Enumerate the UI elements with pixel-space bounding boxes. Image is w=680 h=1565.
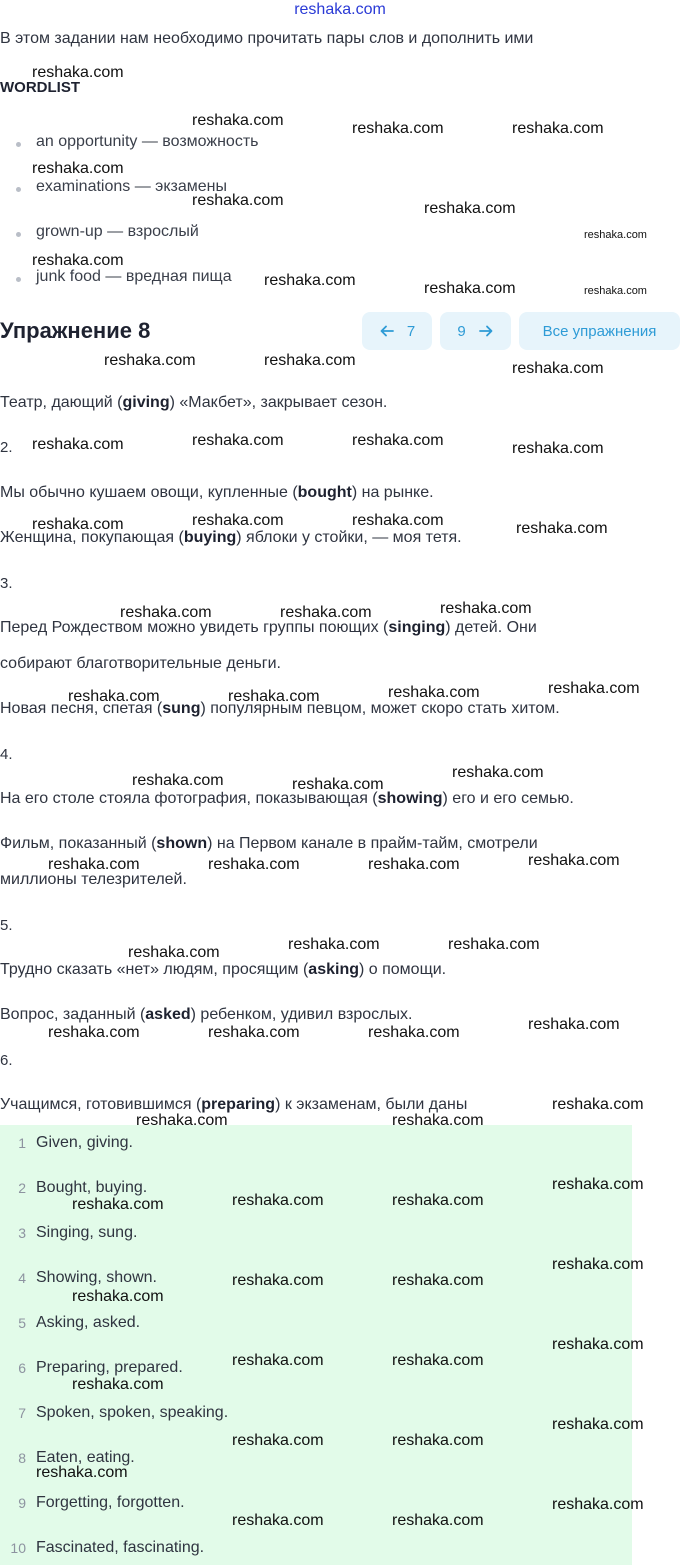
prev-exercise-label: 7: [406, 322, 416, 340]
watermark-text: reshaka.com: [72, 1288, 164, 1305]
item-number: 4.: [0, 746, 13, 763]
watermark-text: reshaka.com: [392, 1432, 484, 1449]
watermark-text: reshaka.com: [512, 360, 604, 377]
watermark-text: reshaka.com: [228, 688, 320, 705]
watermark-text: reshaka.com: [552, 1496, 644, 1513]
watermark-text: reshaka.com: [440, 600, 532, 617]
watermark-text: reshaka.com: [32, 436, 124, 453]
watermark-text: reshaka.com: [264, 272, 356, 289]
arrow-left-icon: [379, 323, 395, 339]
watermark-text: reshaka.com: [192, 112, 284, 129]
answer-number: 10: [10, 1540, 26, 1556]
watermark-text: reshaka.com: [48, 856, 140, 873]
site-logo[interactable]: reshaka.com: [294, 1, 386, 18]
watermark-text: reshaka.com: [288, 936, 380, 953]
watermark-text: reshaka.com: [192, 512, 284, 529]
watermark-text: reshaka.com: [68, 688, 160, 705]
watermark-text: reshaka.com: [584, 285, 647, 297]
watermark-text: reshaka.com: [388, 684, 480, 701]
wordlist-item: grown-up — взрослый: [36, 223, 199, 240]
wordlist-item: junk food — вредная пища: [36, 268, 232, 285]
answer-text: Asking, asked.: [36, 1314, 141, 1331]
watermark-text: reshaka.com: [368, 856, 460, 873]
bullet-icon: [16, 232, 21, 237]
item-number: 6.: [0, 1052, 13, 1069]
next-exercise-button[interactable]: [440, 312, 511, 350]
watermark-text: reshaka.com: [48, 1024, 140, 1041]
watermark-text: reshaka.com: [32, 516, 124, 533]
watermark-text: reshaka.com: [452, 764, 544, 781]
watermark-text: reshaka.com: [208, 856, 300, 873]
watermark-text: reshaka.com: [552, 1096, 644, 1113]
watermark-text: reshaka.com: [192, 192, 284, 209]
wordlist-title: WORDLIST: [0, 79, 80, 96]
answer-text: Bought, buying.: [36, 1179, 148, 1196]
answer-number: 1: [18, 1135, 26, 1151]
watermark-text: reshaka.com: [512, 440, 604, 457]
watermark-text: reshaka.com: [32, 160, 124, 177]
watermark-text: reshaka.com: [512, 120, 604, 137]
bullet-icon: [16, 187, 21, 192]
sentence: На его столе стояла фотография, показывающая (showing) его и его семью.: [0, 790, 574, 807]
watermark-text: reshaka.com: [368, 1024, 460, 1041]
watermark-text: reshaka.com: [528, 852, 620, 869]
watermark-text: reshaka.com: [352, 512, 444, 529]
answer-text: Showing, shown.: [36, 1269, 157, 1286]
sentence: Новая песня, спетая (sung) популярным певцом, может скоро стать хитом.: [0, 700, 560, 717]
watermark-text: reshaka.com: [352, 432, 444, 449]
watermark-text: reshaka.com: [424, 280, 516, 297]
sentence: собирают благотворительные деньги.: [0, 655, 281, 672]
bullet-icon: [16, 277, 21, 282]
answer-number: 9: [18, 1495, 26, 1511]
answer-number: 4: [18, 1270, 26, 1286]
watermark-text: reshaka.com: [552, 1256, 644, 1273]
watermark-text: reshaka.com: [72, 1196, 164, 1213]
watermark-text: reshaka.com: [232, 1272, 324, 1289]
watermark-text: reshaka.com: [264, 352, 356, 369]
watermark-text: reshaka.com: [280, 604, 372, 621]
answer-text: Spoken, spoken, speaking.: [36, 1404, 229, 1421]
watermark-text: reshaka.com: [548, 680, 640, 697]
sentence: Трудно сказать «нет» людям, просящим (asking) о помощи.: [0, 961, 447, 978]
watermark-text: reshaka.com: [392, 1112, 484, 1129]
answer-text: Singing, sung.: [36, 1224, 138, 1241]
watermark-text: reshaka.com: [516, 520, 608, 537]
watermark-text: reshaka.com: [120, 604, 212, 621]
watermark-text: reshaka.com: [192, 432, 284, 449]
sentence: Перед Рождеством можно увидеть группы поющих (singing) детей. Они: [0, 619, 537, 636]
exercise-title: Упражнение 8: [0, 318, 151, 343]
sentence: Учащимся, готовившимся (preparing) к экзаменам, были даны: [0, 1096, 468, 1113]
watermark-text: reshaka.com: [552, 1176, 644, 1193]
watermark-text: reshaka.com: [552, 1336, 644, 1353]
item-number: 5.: [0, 917, 13, 934]
answer-number: 6: [18, 1360, 26, 1376]
answer-number: 3: [18, 1225, 26, 1241]
watermark-text: reshaka.com: [528, 1016, 620, 1033]
all-exercises-button[interactable]: [519, 312, 680, 350]
watermark-text: reshaka.com: [232, 1192, 324, 1209]
answer-number: 2: [18, 1180, 26, 1196]
next-exercise-label: 9: [457, 322, 466, 340]
watermark-text: reshaka.com: [448, 936, 540, 953]
watermark-text: reshaka.com: [32, 252, 124, 269]
sentence: Театр, дающий (giving) «Макбет», закрывает сезон.: [0, 394, 388, 411]
watermark-text: reshaka.com: [232, 1432, 324, 1449]
watermark-text: reshaka.com: [36, 1464, 128, 1481]
prev-exercise-button[interactable]: [362, 312, 432, 350]
answer-number: 7: [18, 1405, 26, 1421]
watermark-text: reshaka.com: [136, 1112, 228, 1129]
watermark-text: reshaka.com: [392, 1192, 484, 1209]
watermark-text: reshaka.com: [292, 776, 384, 793]
item-number: 3.: [0, 575, 13, 592]
intro-text: В этом задании нам необходимо прочитать пары слов и дополнить ими: [0, 30, 534, 47]
sentence: Женщина, покупающая (buying) яблоки у стойки, — моя тетя.: [0, 529, 462, 546]
wordlist-item: an opportunity — возможность: [36, 133, 259, 150]
watermark-text: reshaka.com: [128, 944, 220, 961]
wordlist-item: examinations — экзамены: [36, 178, 227, 195]
watermark-text: reshaka.com: [104, 352, 196, 369]
arrow-right-icon: [478, 323, 494, 339]
watermark-text: reshaka.com: [32, 64, 124, 81]
all-exercises-label: Все упражнения: [542, 322, 657, 340]
answer-text: Fascinated, fascinating.: [36, 1539, 205, 1556]
watermark-text: reshaka.com: [208, 1024, 300, 1041]
watermark-text: reshaka.com: [232, 1512, 324, 1529]
sentence: Фильм, показанный (shown) на Первом канале в прайм-тайм, смотрели: [0, 835, 538, 852]
watermark-text: reshaka.com: [392, 1272, 484, 1289]
answer-text: Forgetting, forgotten.: [36, 1494, 185, 1511]
watermark-text: reshaka.com: [232, 1352, 324, 1369]
watermark-text: reshaka.com: [392, 1512, 484, 1529]
watermark-text: reshaka.com: [352, 120, 444, 137]
sentence: Вопрос, заданный (asked) ребенком, удивил взрослых.: [0, 1006, 413, 1023]
answer-text: Eaten, eating.: [36, 1449, 135, 1466]
watermark-text: reshaka.com: [132, 772, 224, 789]
sentence: Мы обычно кушаем овощи, купленные (bought) на рынке.: [0, 484, 434, 501]
watermark-text: reshaka.com: [584, 229, 647, 241]
watermark-text: reshaka.com: [72, 1376, 164, 1393]
bullet-icon: [16, 142, 21, 147]
watermark-text: reshaka.com: [552, 1416, 644, 1433]
item-number: 2.: [0, 439, 13, 456]
watermark-text: reshaka.com: [392, 1352, 484, 1369]
sentence: миллионы телезрителей.: [0, 871, 187, 888]
answer-text: Given, giving.: [36, 1134, 133, 1151]
answers-block: [0, 1125, 632, 1565]
answer-number: 5: [18, 1315, 26, 1331]
answer-number: 8: [18, 1450, 26, 1466]
answer-text: Preparing, prepared.: [36, 1359, 183, 1376]
watermark-text: reshaka.com: [424, 200, 516, 217]
